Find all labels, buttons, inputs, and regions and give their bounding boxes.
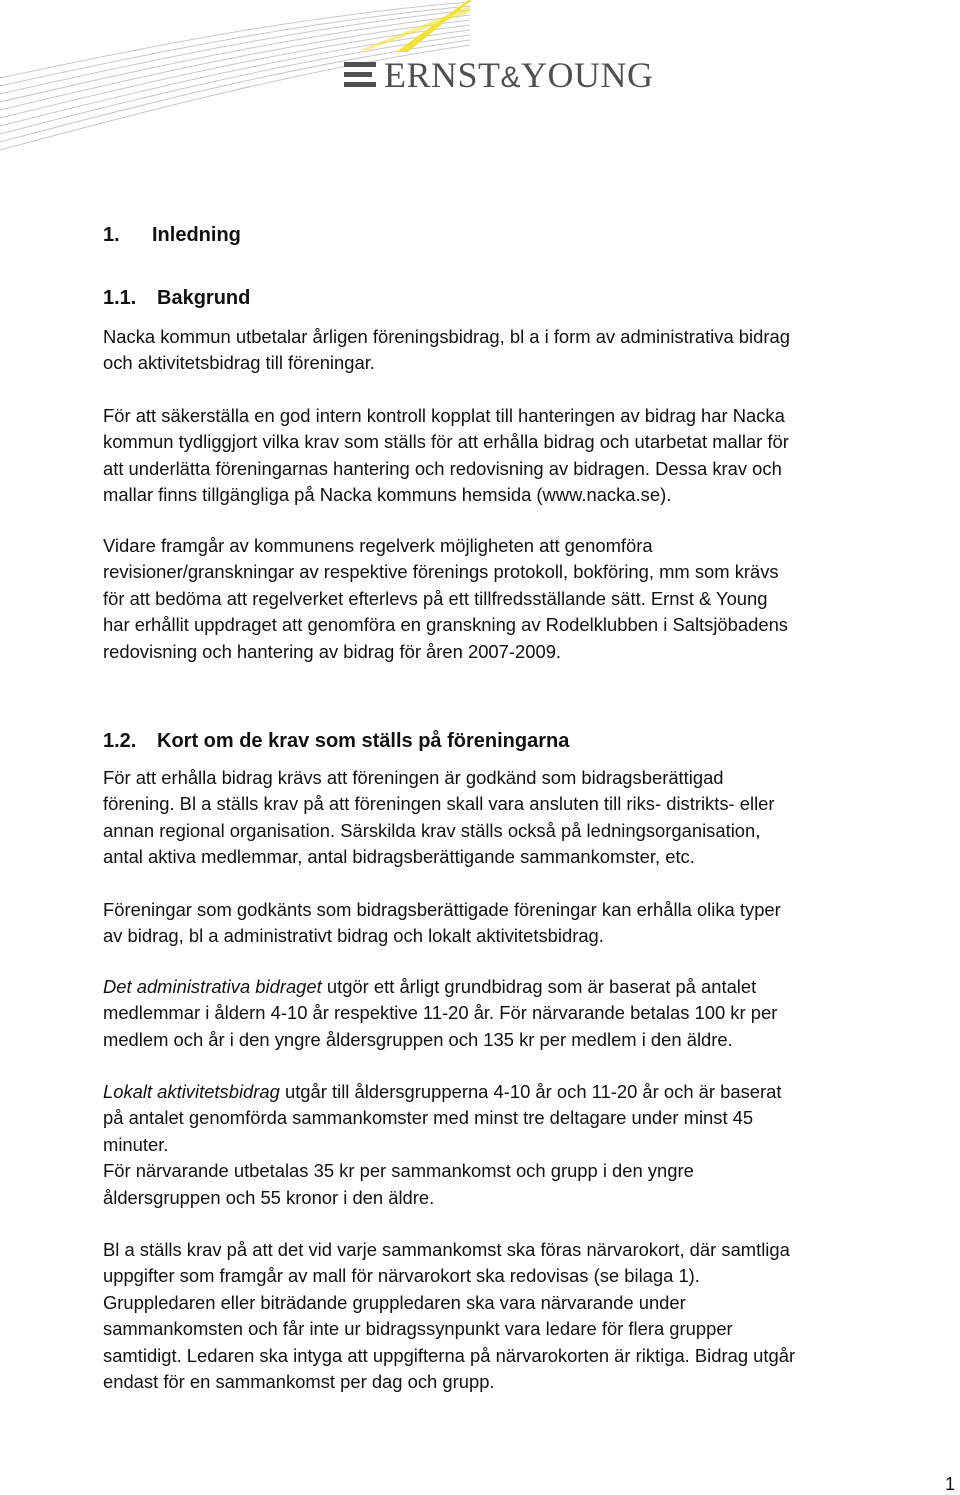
heading-bakgrund (103, 287, 250, 310)
section-number: 1.2. (103, 730, 137, 752)
term-lokalt-aktivitetsbidrag: Lokalt aktivitetsbidrag (103, 1081, 280, 1102)
section-number: 1. (103, 224, 120, 246)
logo-right: YOUNG (521, 55, 654, 95)
paragraph-7 (103, 1079, 953, 1211)
paragraph-4: För att erhålla bidrag krävs att föreningen är godkänd som bidragsberättigad förening. Bl a ställs krav på att föreningen skall vara ansluten till riks- distrikts- eller annan regional organisation. Särskilda krav ställs också på ledningsorganisation, antal aktiva medlemmar, antal bidragsberättigande sammankomster, etc. (103, 767, 775, 868)
section-number: 1.1. (103, 287, 137, 309)
paragraph-3: Vidare framgår av kommunens regelverk möjligheten att genomföra revisioner/granskningar av respektive förenings protokoll, bokföring, mm som krävs för att bedöma att regelverket efterlevs på ett tillfredsställande sätt. Ernst & Young har erhållit uppdraget att genomföra en granskning av Rodelklubben i Saltsjöbadens redovisning och hantering av bidrag för åren 2007-2009. (103, 535, 788, 662)
paragraph-6 (103, 974, 953, 1053)
section-title: Inledning (152, 224, 241, 246)
logo-amp: & (500, 61, 522, 94)
logo-left: ERNST (384, 55, 501, 95)
page-number: 1 (945, 1474, 956, 1494)
section-title: Kort om de krav som ställs på föreningarna (157, 730, 570, 752)
term-administrativa-bidraget: Det administrativa bidraget (103, 976, 322, 997)
heading-kort-om-krav (103, 730, 569, 753)
paragraph-8: Bl a ställs krav på att det vid varje sammankomst ska föras närvarokort, där samtliga uppgifter som framgår av mall för närvarokort ska redovisas (se bilaga 1). Gruppledaren eller biträdande gruppledaren ska vara närvarande under sammankomsten och får inte ur bidragssynpunkt vara ledare för flera grupper samtidigt. Ledaren ska intyga att uppgifterna på närvarokorten är riktiga. Bidrag utgår endast för en sammankomst per dag och grupp. (103, 1239, 796, 1393)
logo (384, 54, 654, 96)
section-title: Bakgrund (157, 287, 251, 309)
ey-mark-icon (344, 62, 376, 87)
paragraph-2: För att säkerställa en god intern kontroll kopplat till hanteringen av bidrag har Nacka kommun tydliggjort vilka krav som ställs för att erhålla bidrag och utarbetat mallar för att underlätta föreningarnas hantering och redovisning av bidragen. Dessa krav och mallar finns tillgängliga på Nacka kommuns hemsida (www.nacka.se). (103, 405, 789, 506)
paragraph-6-text: utgör ett årligt grundbidrag som är baserat på antalet medlemmar i åldern 4-10 år respektive 11-20 år. För närvarande betalas 100 kr per medlem och år i den yngre åldersgruppen och 135 kr per medlem i den äldre. (103, 976, 778, 1050)
paragraph-1: Nacka kommun utbetalar årligen föreningsbidrag, bl a i form av administrativa bidrag och aktivitetsbidrag till föreningar. (103, 326, 790, 374)
paragraph-5: Föreningar som godkänts som bidragsberättigade föreningar kan erhålla olika typer av bidrag, bl a administrativt bidrag och lokalt aktivitetsbidrag. (103, 899, 781, 947)
heading-inledning (103, 224, 241, 247)
paragraph-7-text: utgår till åldersgrupperna 4-10 år och 11-20 år och är baserat på antalet genomförda sammankomster med minst tre deltagare under minst 45 minuter. För närvarande utbetalas 35 kr per sammankomst och grupp i den yngre åldersgruppen och 55 kronor i den äldre. (103, 1081, 782, 1208)
